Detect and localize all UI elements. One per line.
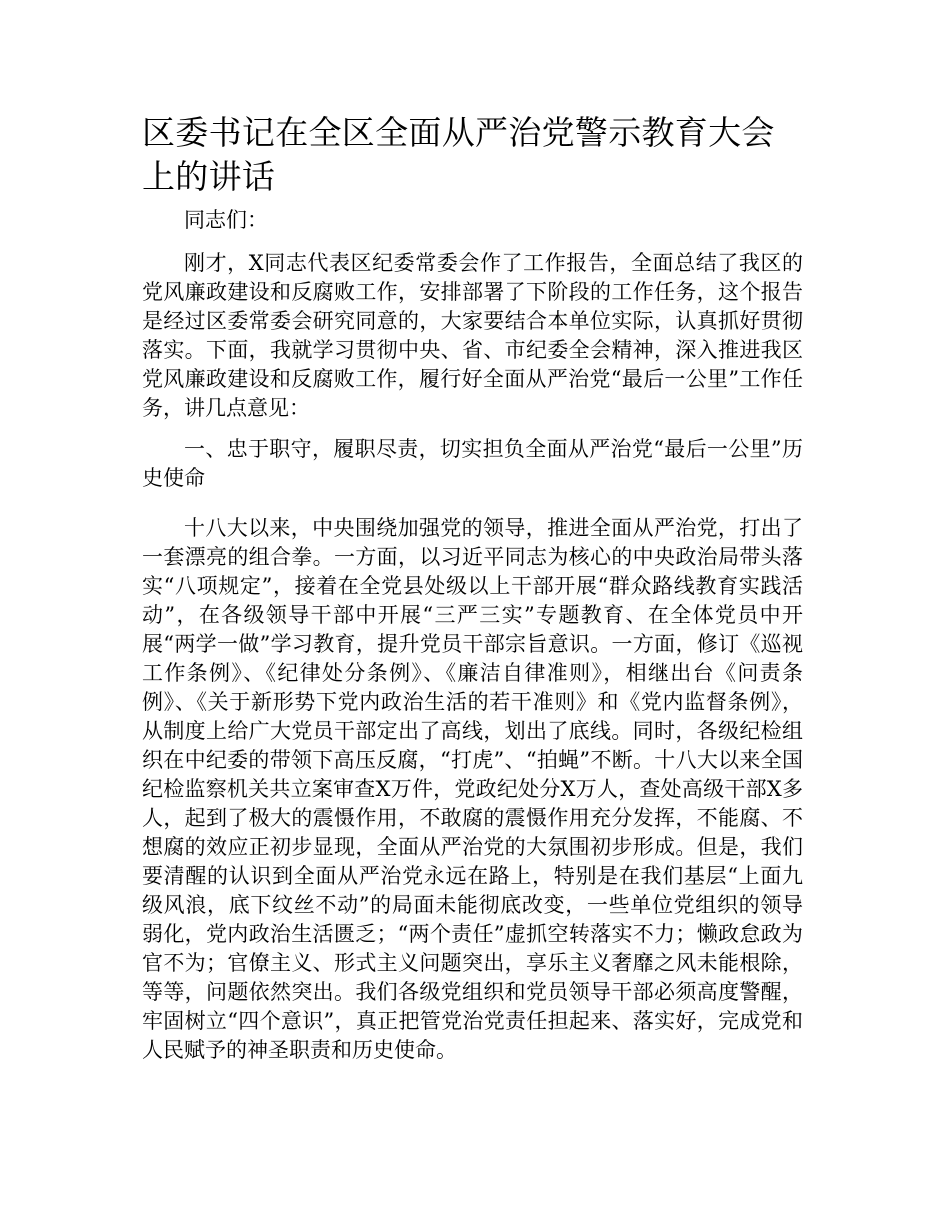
intro-paragraph: 刚才，X同志代表区纪委常委会作了工作报告，全面总结了我区的党风廉政建设和反腐败工作，安排部署了下阶段的工作任务，这个报告是经过区委常委会研究同意的，大家要结合本单位实际，认真抓好贯彻落实。下面，我就学习贯彻中央、省、市纪委全会精神，深入推进我区党风廉政建设和反腐败工作，履行好全面从严治党“最后一公里”工作任务，讲几点意见：	[142, 251, 803, 420]
document-body	[142, 206, 803, 1079]
section-heading-paragraph: 一、忠于职守，履职尽责，切实担负全面从严治党“最后一公里”历史使命	[142, 437, 803, 490]
salutation-paragraph: 同志们：	[184, 208, 268, 232]
body-paragraph: 十八大以来，中央围绕加强党的领导，推进全面从严治党，打出了一套漂亮的组合拳。一方面，以习近平同志为核心的中央政治局带头落实“八项规定”，接着在全党县处级以上干部开展“群众路线教育实践活动”，在各级领导干部中开展“三严三实”专题教育、在全体党员中开展“两学一做”学习教育，提升党员干部宗旨意识。一方面，修订《巡视工作条例》、《纪律处分条例》、《廉洁自律准则》，相继出台《问责条例》、《关于新形势下党内政治生活的若干准则》和《党内监督条例》，从制度上给广大党员干部定出了高线，划出了底线。同时，各级纪检组织在中纪委的带领下高压反腐，“打虎”、“拍蝇”不断。十八大以来全国纪检监察机关共立案审查X万件，党政纪处分X万人，查处高级干部X多人，起到了极大的震慑作用，不敢腐的震慑作用充分发挥，不能腐、不想腐的效应正初步显现，全面从严治党的大氛围初步形成。但是，我们要清醒的认识到全面从严治党永远在路上，特别是在我们基层“上面九级风浪，底下纹丝不动”的局面未能彻底改变，一些单位党组织的领导弱化，党内政治生活匮乏；“两个责任”虚抓空转落实不力；懒政怠政为官不为；官僚主义、形式主义问题突出，享乐主义奢靡之风未能根除，等等，问题依然突出。我们各级党组织和党员领导干部必须高度警醒，牢固树立“四个意识”，真正把管党治党责任担起来、落实好，完成党和人民赋予的神圣职责和历史使命。	[142, 516, 803, 1062]
document-title: 区委书记在全区全面从严治党警示教育大会上的讲话	[142, 113, 775, 196]
